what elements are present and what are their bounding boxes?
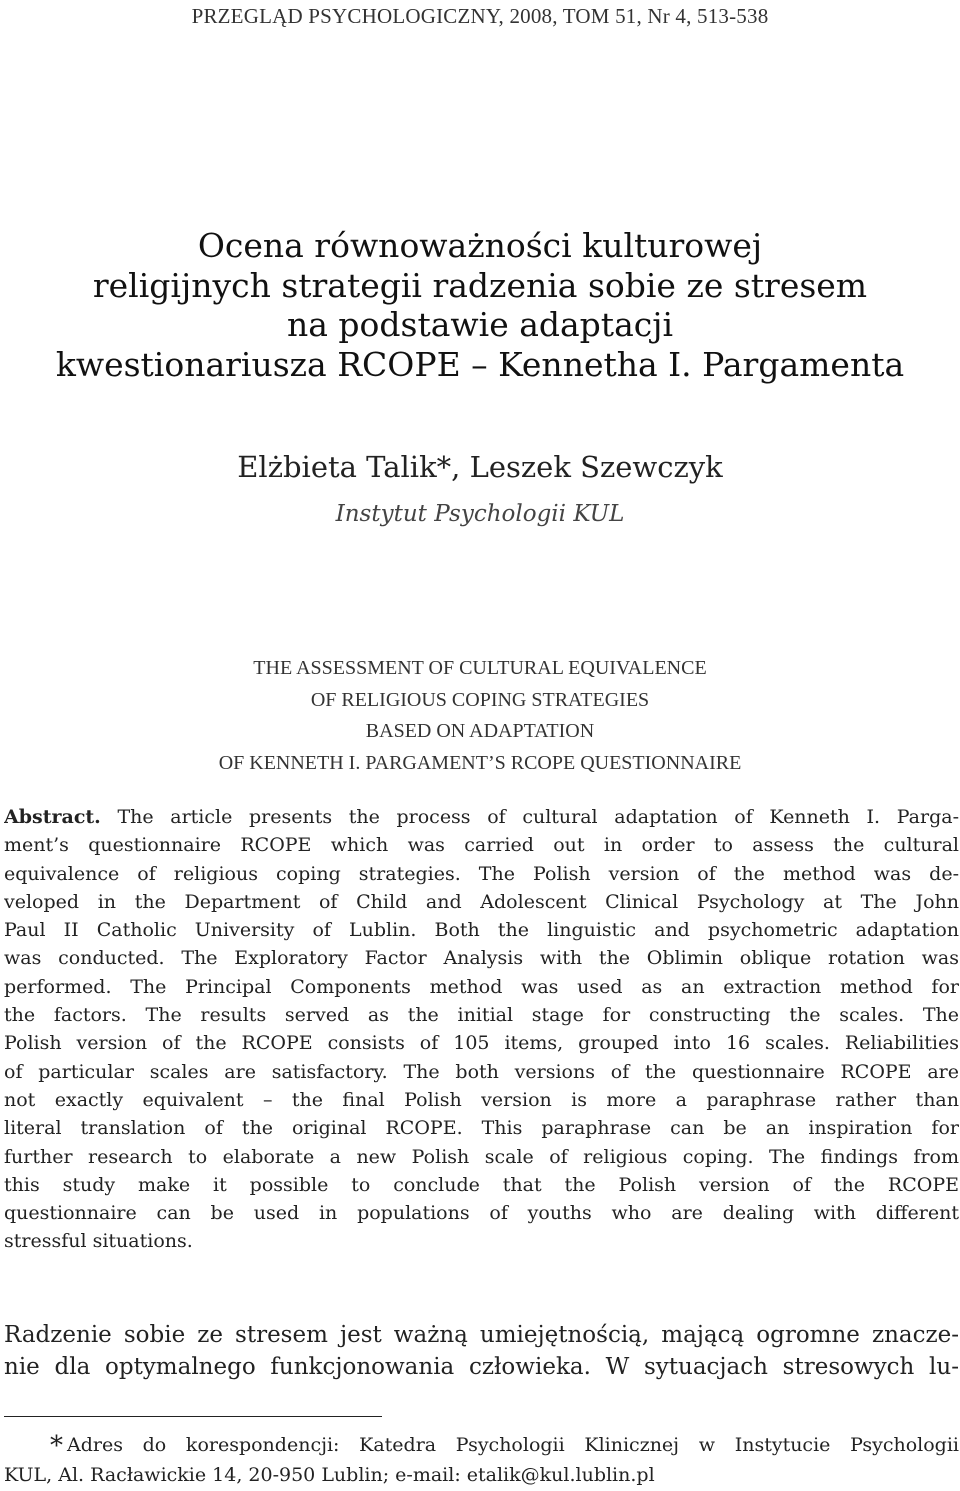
english-title bbox=[0, 653, 960, 779]
english-title-line: BASED ON ADAPTATION bbox=[365, 720, 595, 742]
abstract-line: literal translation of the original RCOPE. This paraphrase can be an inspiration for bbox=[4, 1117, 959, 1140]
abstract-line: stressful situations. bbox=[4, 1230, 193, 1253]
abstract-line: Polish version of the RCOPE consists of 105 items, grouped into 16 scales. Reliabilities bbox=[4, 1032, 959, 1055]
body-line: nie dla optymalnego funkcjonowania człowieka. W sytuacjach stresowych lu- bbox=[4, 1354, 959, 1380]
abstract-line: further research to elaborate a new Polish scale of religious coping. The findings from bbox=[4, 1145, 959, 1168]
abstract-line: performed. The Principal Components method was used as an extraction method for bbox=[4, 975, 959, 998]
title-line: Ocena równoważności kulturowej bbox=[197, 226, 763, 265]
title-line: religijnych strategii radzenia sobie ze stresem bbox=[92, 265, 868, 305]
abstract-line: of particular scales are satisfactory. The both versions of the questionnaire RCOPE are bbox=[4, 1060, 959, 1083]
abstract-line: veloped in the Department of Child and Adolescent Clinical Psychology at The John bbox=[4, 890, 959, 913]
english-title-line: THE ASSESSMENT OF CULTURAL EQUIVALENCE bbox=[253, 657, 707, 679]
footnote-line: KUL, Al. Racławickie 14, 20-950 Lublin; e-mail: etalik@kul.lublin.pl bbox=[4, 1464, 655, 1486]
running-head: PRZEGLĄD PSYCHOLOGICZNY, 2008, TOM 51, Nr 4, 513-538 bbox=[191, 4, 769, 28]
abstract-line bbox=[4, 803, 959, 831]
english-title-line: OF KENNETH I. PARGAMENT’S RCOPE QUESTIONNAIRE bbox=[218, 751, 742, 774]
abstract bbox=[4, 803, 959, 1256]
footnote-divider bbox=[4, 1416, 382, 1417]
footnote-text: Adres do korespondencji: Katedra Psychologii Klinicznej w Instytucie Psychologii bbox=[67, 1434, 959, 1456]
affiliation: Instytut Psychologii KUL bbox=[335, 501, 625, 527]
abstract-first-line: The article presents the process of cultural adaptation of Kenneth I. Parga- bbox=[117, 806, 959, 828]
abstract-line: the factors. The results served as the initial stage for constructing the scales. The bbox=[4, 1004, 959, 1027]
footnote-marker: * bbox=[50, 1431, 63, 1460]
abstract-label: Abstract. bbox=[4, 806, 101, 828]
abstract-line: equivalence of religious coping strategies. The Polish version of the method was de- bbox=[4, 862, 959, 885]
abstract-line: not exactly equivalent – the final Polish version is more a paraphrase rather than bbox=[4, 1088, 959, 1111]
body-line: Radzenie sobie ze stresem jest ważną umiejętnością, mającą ogromne znacze- bbox=[4, 1322, 959, 1348]
abstract-line: questionnaire can be used in populations of youths who are dealing with different bbox=[4, 1202, 959, 1225]
article-title bbox=[0, 226, 960, 384]
footnote bbox=[4, 1430, 959, 1490]
footnote-line bbox=[4, 1430, 959, 1460]
title-line: kwestionariusza RCOPE – Kennetha I. Pargamenta bbox=[55, 344, 905, 384]
english-title-line: OF RELIGIOUS COPING STRATEGIES bbox=[310, 688, 650, 711]
body-text bbox=[4, 1319, 959, 1383]
title-line: na podstawie adaptacji bbox=[286, 305, 674, 344]
abstract-line: this study make it possible to conclude that the Polish version of the RCOPE bbox=[4, 1173, 959, 1196]
abstract-line: Paul II Catholic University of Lublin. Both the linguistic and psychometric adaptation bbox=[4, 919, 959, 942]
abstract-line: was conducted. The Exploratory Factor Analysis with the Oblimin oblique rotation was bbox=[4, 947, 959, 970]
authors: Elżbieta Talik*, Leszek Szewczyk bbox=[237, 450, 723, 484]
abstract-line: ment’s questionnaire RCOPE which was carried out in order to assess the cultural bbox=[4, 834, 959, 857]
